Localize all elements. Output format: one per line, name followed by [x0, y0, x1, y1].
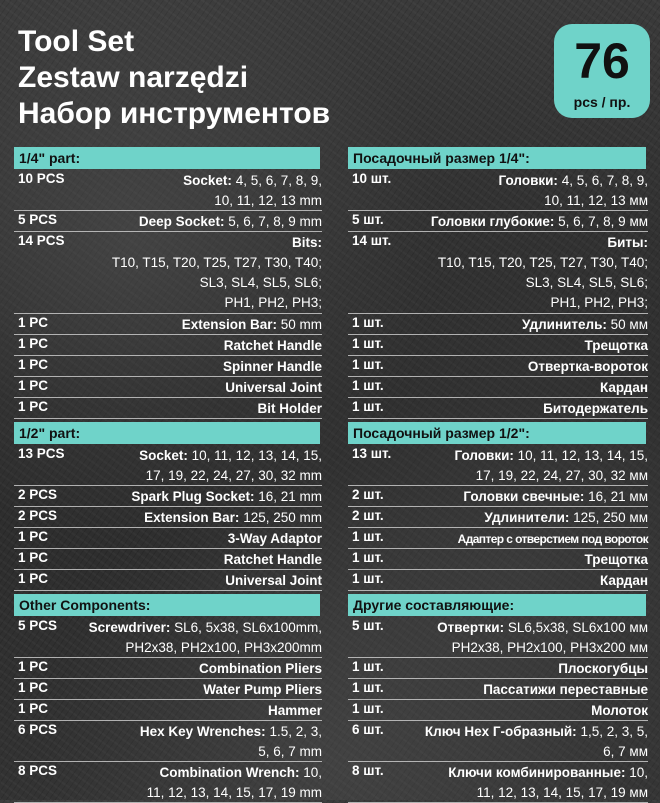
item-value: 16, 21 мм — [588, 489, 648, 504]
item-name: Socket: — [183, 173, 232, 188]
item-value-continued: T10, T15, T20, T25, T27, T30, T40; — [111, 255, 322, 270]
item-description — [225, 571, 322, 591]
item-quantity: 14 PCS — [18, 233, 65, 248]
item-description — [591, 701, 648, 721]
item-description — [585, 550, 649, 570]
item-description — [528, 357, 648, 377]
item-quantity: 8 шт. — [352, 763, 384, 778]
item-name: Трещотка — [584, 338, 648, 353]
item-name: Головки: — [454, 448, 514, 463]
list-item — [14, 549, 322, 570]
item-value-continued: 5, 6, 7 mm — [258, 744, 322, 759]
item-value: 1.5, 2, 3, — [269, 724, 322, 739]
item-quantity: 1 шт. — [352, 336, 384, 351]
list-item — [14, 617, 322, 658]
row-divider — [14, 418, 322, 419]
item-quantity: 6 PCS — [18, 722, 58, 737]
item-description — [558, 659, 648, 679]
list-item — [348, 377, 648, 398]
item-value-continued: PH1, PH2, PH3; — [224, 295, 322, 310]
item-value-continued: PH2x38, PH2x100, PH3x200 мм — [451, 640, 648, 655]
item-value: SL6, 5x38, SL6x100mm, — [174, 620, 322, 635]
list-item — [14, 377, 322, 398]
item-quantity: 1 PC — [18, 659, 49, 674]
item-description — [454, 446, 648, 486]
list-item — [14, 528, 322, 549]
item-quantity: 1 PC — [18, 357, 49, 372]
list-item — [14, 314, 322, 335]
list-item — [348, 211, 648, 232]
item-description — [112, 233, 322, 313]
item-quantity: 13 PCS — [18, 446, 65, 461]
item-value: 1,5, 2, 3, 5, — [580, 724, 648, 739]
section-header: Other Components: — [14, 594, 320, 616]
list-item — [14, 356, 322, 377]
item-description — [458, 529, 648, 549]
row-divider — [348, 590, 648, 591]
item-quantity: 1 шт. — [352, 529, 384, 544]
list-item — [348, 170, 648, 211]
item-quantity: 1 PC — [18, 571, 49, 586]
list-item — [348, 507, 648, 528]
item-value: 10, 11, 12, 13, 14, 15, — [191, 448, 322, 463]
item-quantity: 10 PCS — [18, 171, 65, 186]
item-name: Hex Key Wrenches: — [139, 724, 266, 739]
row-divider — [348, 418, 648, 419]
item-description — [425, 722, 648, 762]
item-name: Socket: — [139, 448, 188, 463]
item-description — [431, 212, 648, 232]
item-name: Адаптер с отверстием под вороток — [457, 532, 648, 546]
item-name: Удлинители: — [484, 510, 570, 525]
list-item — [348, 445, 648, 486]
item-value: 5, 6, 7, 8, 9 мм — [558, 214, 648, 229]
list-item — [14, 232, 322, 314]
list-item — [348, 356, 648, 377]
item-name: Extension Bar: — [144, 510, 240, 525]
item-value-continued: 10, 11, 12, 13 mm — [214, 193, 322, 208]
item-value-continued: PH1, PH2, PH3; — [550, 295, 648, 310]
item-name: Битодержатель — [543, 401, 648, 416]
item-description — [139, 212, 322, 232]
list-item — [348, 486, 648, 507]
item-quantity: 1 шт. — [352, 399, 384, 414]
item-description — [484, 508, 648, 528]
item-name: Отвертка-вороток — [527, 359, 648, 374]
list-item — [14, 679, 322, 700]
item-description — [147, 763, 322, 803]
item-quantity: 2 шт. — [352, 487, 384, 502]
list-item — [14, 762, 322, 803]
list-item — [14, 658, 322, 679]
item-description — [448, 763, 648, 803]
item-value-continued: 6, 7 мм — [603, 744, 648, 759]
item-value-continued: 11, 12, 13, 14, 15, 17, 19 мм — [476, 785, 648, 800]
list-item — [348, 658, 648, 679]
list-item — [14, 570, 322, 591]
item-name: Головки свечные: — [463, 489, 585, 504]
item-description — [183, 171, 322, 211]
item-quantity: 8 PCS — [18, 763, 58, 778]
item-description — [182, 315, 322, 335]
list-item — [14, 507, 322, 528]
item-value: 50 мм — [610, 317, 648, 332]
list-item — [14, 398, 322, 419]
piece-count: 76 — [574, 33, 630, 89]
item-name: Головки: — [498, 173, 558, 188]
item-quantity: 1 шт. — [352, 550, 384, 565]
item-description — [140, 722, 322, 762]
item-description — [224, 336, 322, 356]
item-description — [437, 618, 648, 658]
item-value-continued: 10, 11, 12, 13 мм — [544, 193, 648, 208]
piece-count-unit: pcs / пр. — [573, 94, 631, 110]
item-description — [600, 571, 648, 591]
item-value: 5, 6, 7, 8, 9 mm — [228, 214, 322, 229]
item-quantity: 5 PCS — [18, 618, 58, 633]
item-name: Combination Pliers — [198, 661, 322, 676]
item-name: Bits: — [292, 235, 322, 250]
item-quantity: 5 шт. — [352, 212, 384, 227]
item-quantity: 5 шт. — [352, 618, 384, 633]
list-item — [14, 211, 322, 232]
list-item — [348, 232, 648, 314]
item-value-continued: SL3, SL4, SL5, SL6; — [199, 275, 322, 290]
item-name: Screwdriver: — [88, 620, 171, 635]
item-name: Universal Joint — [225, 573, 322, 588]
item-description — [438, 233, 648, 313]
list-item — [14, 721, 322, 762]
section-header: 1/4" part: — [14, 147, 320, 169]
item-description — [89, 618, 322, 658]
item-name: Кардан — [599, 573, 648, 588]
item-description — [543, 399, 648, 419]
item-quantity: 1 шт. — [352, 701, 384, 716]
list-item — [348, 549, 648, 570]
item-value: 10, 11, 12, 13, 14, 15, — [517, 448, 648, 463]
item-name: Кардан — [599, 380, 648, 395]
item-value: 4, 5, 6, 7, 8, 9, — [235, 173, 322, 188]
item-quantity: 1 PC — [18, 378, 49, 393]
item-quantity: 1 PC — [18, 529, 49, 544]
list-item — [14, 700, 322, 721]
item-name: Пассатижи переставные — [483, 682, 648, 697]
item-name: Spinner Handle — [222, 359, 322, 374]
list-item — [348, 398, 648, 419]
item-description — [257, 399, 322, 419]
item-quantity: 1 PC — [18, 315, 49, 330]
item-quantity: 13 шт. — [352, 446, 392, 461]
item-value: 50 mm — [280, 317, 322, 332]
item-quantity: 1 шт. — [352, 378, 384, 393]
item-name: Плоскогубцы — [558, 661, 648, 676]
item-quantity: 14 шт. — [352, 233, 392, 248]
item-name: Трещотка — [584, 552, 648, 567]
item-quantity: 5 PCS — [18, 212, 58, 227]
item-description — [268, 701, 322, 721]
item-value-continued: 11, 12, 13, 14, 15, 17, 19 mm — [146, 785, 322, 800]
section-header: 1/2" part: — [14, 422, 320, 444]
list-item — [348, 570, 648, 591]
list-item — [348, 721, 648, 762]
item-name: Bit Holder — [257, 401, 322, 416]
item-description — [131, 487, 322, 507]
item-value: 125, 250 мм — [573, 510, 648, 525]
item-name: Ключи комбинированные: — [448, 765, 626, 780]
item-name: Молоток — [591, 703, 648, 718]
item-quantity: 6 шт. — [352, 722, 384, 737]
list-item — [348, 528, 648, 549]
item-quantity: 1 шт. — [352, 315, 384, 330]
item-quantity: 1 шт. — [352, 659, 384, 674]
item-value-continued: 17, 19, 22, 24, 27, 30, 32 мм — [475, 468, 648, 483]
list-item — [14, 335, 322, 356]
item-name: Hammer — [267, 703, 322, 718]
item-name: 3-Way Adaptor — [227, 531, 322, 546]
item-description — [522, 315, 648, 335]
item-name: Extension Bar: — [181, 317, 277, 332]
item-description — [228, 529, 322, 549]
item-name: Головки глубокие: — [430, 214, 555, 229]
list-item — [348, 700, 648, 721]
item-value: 10, — [303, 765, 322, 780]
title-pl: Zestaw narzędzi — [18, 61, 249, 94]
item-value-continued: SL3, SL4, SL5, SL6; — [525, 275, 648, 290]
item-quantity: 1 шт. — [352, 357, 384, 372]
item-quantity: 10 шт. — [352, 171, 392, 186]
item-description — [199, 659, 322, 679]
item-name: Удлинитель: — [521, 317, 607, 332]
item-description — [223, 357, 322, 377]
item-description — [225, 378, 322, 398]
item-name: Ratchet Handle — [223, 552, 322, 567]
item-name: Ratchet Handle — [223, 338, 322, 353]
item-quantity: 2 шт. — [352, 508, 384, 523]
item-name: Отвертки: — [437, 620, 505, 635]
list-item — [14, 170, 322, 211]
list-item — [348, 762, 648, 803]
item-quantity: 1 PC — [18, 550, 49, 565]
item-quantity: 1 PC — [18, 680, 49, 695]
item-quantity: 2 PCS — [18, 487, 58, 502]
section-header: Посадочный размер 1/2": — [348, 422, 646, 444]
item-quantity: 2 PCS — [18, 508, 58, 523]
item-description — [463, 487, 648, 507]
list-item — [348, 617, 648, 658]
item-value: 16, 21 mm — [258, 489, 322, 504]
item-name: Deep Socket: — [138, 214, 225, 229]
item-value: 10, — [629, 765, 648, 780]
row-divider — [14, 590, 322, 591]
item-value-continued: T10, T15, T20, T25, T27, T30, T40; — [437, 255, 648, 270]
item-description — [483, 680, 648, 700]
item-description — [224, 550, 322, 570]
item-name: Spark Plug Socket: — [131, 489, 255, 504]
item-description — [600, 378, 648, 398]
list-item — [348, 679, 648, 700]
item-name: Биты: — [607, 235, 648, 250]
item-name: Combination Wrench: — [159, 765, 300, 780]
list-item — [14, 486, 322, 507]
item-description — [139, 446, 322, 486]
item-value-continued: PH2x38, PH2x100, PH3x200mm — [125, 640, 322, 655]
title-ru: Набор инструментов — [18, 97, 331, 130]
item-value: 125, 250 mm — [243, 510, 322, 525]
title-en: Tool Set — [18, 25, 135, 58]
section-header: Посадочный размер 1/4": — [348, 147, 646, 169]
item-name: Universal Joint — [225, 380, 322, 395]
item-description — [144, 508, 322, 528]
item-value: 4, 5, 6, 7, 8, 9, — [561, 173, 648, 188]
list-item — [14, 445, 322, 486]
item-name: Water Pump Pliers — [203, 682, 322, 697]
piece-count-badge — [554, 24, 650, 118]
item-description — [499, 171, 648, 211]
item-quantity: 1 PC — [18, 701, 49, 716]
item-value-continued: 17, 19, 22, 24, 27, 30, 32 mm — [145, 468, 322, 483]
section-header: Другие составляющие: — [348, 594, 646, 616]
list-item — [348, 335, 648, 356]
item-value: SL6,5x38, SL6x100 мм — [507, 620, 648, 635]
item-description — [203, 680, 322, 700]
item-quantity: 1 шт. — [352, 680, 384, 695]
item-quantity: 1 PC — [18, 336, 49, 351]
list-item — [348, 314, 648, 335]
item-quantity: 1 PC — [18, 399, 49, 414]
item-name: Ключ Hex Г-образный: — [424, 724, 577, 739]
item-quantity: 1 шт. — [352, 571, 384, 586]
item-description — [585, 336, 649, 356]
